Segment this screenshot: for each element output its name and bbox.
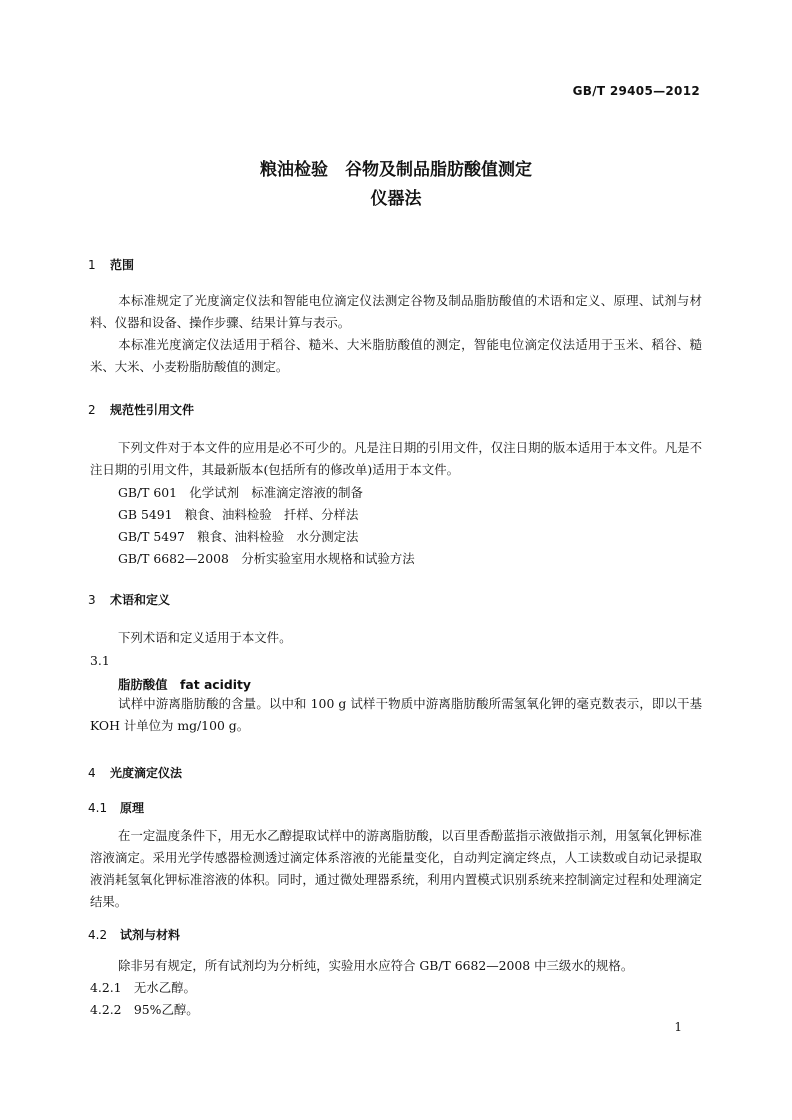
paragraph-text: 本标准规定了光度滴定仪法和智能电位滴定仪法测定谷物及制品脂肪酸值的术语和定义、原理、试剂与材料、仪器和设备、操作步骤、结果计算与表示。 [90, 293, 702, 330]
subsection-heading-4-2 [88, 926, 180, 943]
paragraph: 下列术语和定义适用于本文件。 [118, 630, 292, 645]
section-heading-2 [88, 401, 194, 418]
paragraph-text: 本标准光度滴定仪法适用于稻谷、糙米、大米脂肪酸值的测定，智能电位滴定仪法适用于玉米、稻谷、糙米、大米、小麦粉脂肪酸值的测定。 [90, 337, 702, 374]
list-item: 4.2.2 95%乙醇。 [90, 1002, 199, 1017]
paragraph [90, 825, 702, 913]
subsection-number: 4.1 [88, 801, 108, 815]
section-number: 4 [88, 766, 96, 780]
term-name: 脂肪酸值 fat acidity [118, 677, 252, 692]
subsection-number: 3.1 [90, 653, 110, 668]
section-number: 1 [88, 258, 96, 272]
subsection-title: 试剂与材料 [120, 928, 181, 942]
document-subtitle: 仪器法 [370, 189, 422, 209]
section-heading-1 [88, 256, 134, 273]
section-number: 3 [88, 593, 96, 607]
standard-number: GB/T 29405—2012 [572, 84, 700, 98]
term-definition [90, 693, 702, 737]
reference-item: GB/T 6682—2008 分析实验室用水规格和试验方法 [118, 551, 415, 566]
page-number: 1 [674, 1020, 682, 1034]
reference-item: GB/T 5497 粮食、油料检验 水分测定法 [118, 529, 359, 544]
section-title: 光度滴定仪法 [110, 766, 183, 780]
paragraph [90, 290, 702, 334]
section-heading-4 [88, 764, 182, 781]
section-title: 范围 [110, 258, 135, 272]
paragraph-text: 下列文件对于本文件的应用是必不可少的。凡是注日期的引用文件，仅注日期的版本适用于本文件。凡是不注日期的引用文件，其最新版本(包括所有的修改单)适用于本文件。 [90, 440, 702, 477]
section-title: 规范性引用文件 [110, 403, 195, 417]
section-title: 术语和定义 [110, 593, 171, 607]
section-heading-3 [88, 591, 170, 608]
reference-item: GB/T 601 化学试剂 标准滴定溶液的制备 [118, 485, 363, 500]
subsection-number: 4.2 [88, 928, 108, 942]
subsection-title: 原理 [120, 801, 145, 815]
paragraph-text: 试样中游离脂肪酸的含量。以中和 100 g 试样干物质中游离脂肪酸所需氢氧化钾的毫克数表示，即以干基 KOH 计单位为 mg/100 g。 [90, 696, 702, 733]
list-item: 4.2.1 无水乙醇。 [90, 980, 196, 995]
reference-item: GB 5491 粮食、油料检验 扦样、分样法 [118, 507, 359, 522]
paragraph [90, 437, 702, 481]
section-number: 2 [88, 403, 96, 417]
paragraph [90, 334, 702, 378]
paragraph-text: 在一定温度条件下，用无水乙醇提取试样中的游离脂肪酸，以百里香酚蓝指示液做指示剂，用氢氧化钾标准溶液滴定。采用光学传感器检测透过滴定体系溶液的光能量变化，自动判定滴定终点，人工读数或自动记录提取液消耗氢氧化钾标准溶液的体积。同时，通过微处理器系统，利用内置模式识别系统来控制滴定过程和处理滴定结果。 [90, 828, 702, 909]
paragraph: 除非另有规定，所有试剂均为分析纯，实验用水应符合 GB/T 6682—2008 中三级水的规格。 [118, 958, 634, 973]
subsection-heading-4-1 [88, 799, 144, 816]
document-title: 粮油检验 谷物及制品脂肪酸值测定 [260, 160, 532, 180]
